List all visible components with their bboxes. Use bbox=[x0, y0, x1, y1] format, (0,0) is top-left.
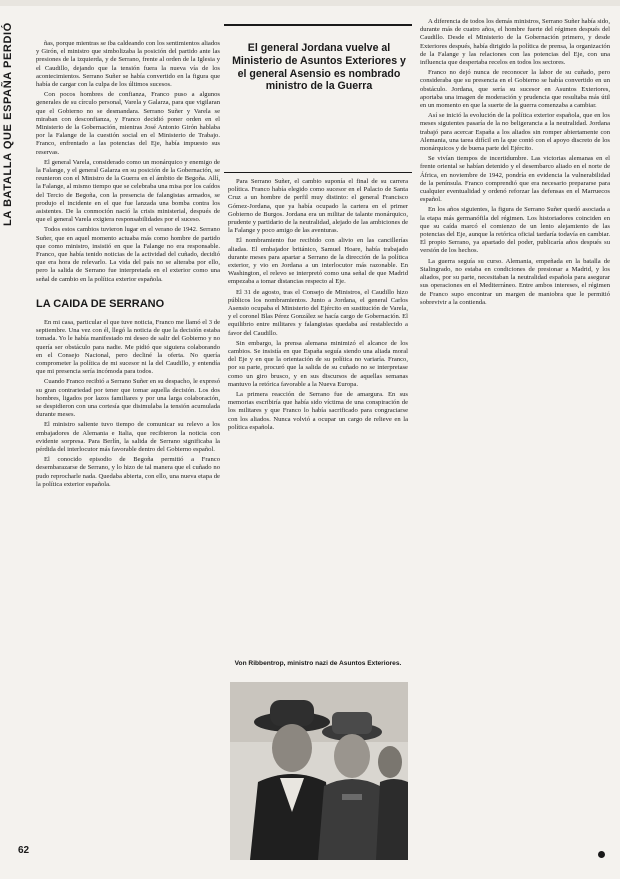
paragraph: El nombramiento fue recibido con alivio en las cancillerías aliadas. El embajador británico, Samuel Hoare, había trabajado durante meses para apartar a Serrano de la dirección de la política exterior, y vio en Jordana a un interlocutor más razonable. En Washington, el relevo se interpretó como una señal de que Madrid empezaba a tomar distancias respecto al Eje. bbox=[228, 237, 408, 286]
paragraph: En mi casa, particular el que tuve noticia, Franco me llamó el 3 de septiembre. Una vez con él, llegó la noticia de que la decisión estaba tomada. Yo le había manifestado mi deseo de salir del Gobierno y no quería ser obstáculo para nadie. Me pidió que siguiera colaborando en el Consejo Nacional, pero decliné la oferta. No quería comprometer la política de mi sucesor ni la del Caudillo, y entendía que mi presencia sería incómoda para todos. bbox=[36, 318, 220, 376]
column-1-body-continued bbox=[36, 319, 220, 489]
paragraph: Con pocos hombres de confianza, Franco puso a algunos generales de su círculo personal, Varela y Galarza, para que vigilaran que el Gobierno no se desmandara. Serrano Suñer y Varela se miraban con desconfianza, y Franco decidió poner orden en el Ministerio de la Gobernación, mientras José Antonio Girón hablaba por la Falange de la cuestión social en el Ministerio de Trabajo. Franco, enfrentado a las potencias del Eje, había impuesto sus reservas. bbox=[36, 91, 220, 156]
paragraph: Franco no dejó nunca de reconocer la labor de su cuñado, pero consideraba que su presencia en el Gobierno se había convertido en un obstáculo. Jordana, que sería su sucesor en Asuntos Exteriores, aportaba una imagen de moderación y prudencia que resultaba más útil en un momento en que la suerte de la guerra comenzaba a cambiar. bbox=[420, 69, 610, 110]
section-subhead: LA CAIDA DE SERRANO bbox=[36, 297, 165, 310]
paragraph: Se vivían tiempos de incertidumbre. Las victorias alemanas en el frente oriental se habían detenido y el desembarco aliado en el norte de África, en noviembre de 1942, pondría en evidencia la vulnerabilidad de la península. Franco comprendió que era necesario prepararse para cualquier eventualidad y ordenó reforzar las defensas en el Marruecos español. bbox=[420, 155, 610, 204]
headline: El general Jordana vuelve al Ministerio de Asuntos Exteriores y el general Asensio es nombrado ministro de la Guerra bbox=[232, 42, 406, 93]
paragraph: La guerra seguía su curso. Alemania, empeñada en la batalla de Stalingrado, no estaba en condiciones de presionar a Madrid, y los aliados, por su parte, necesitaban la neutralidad española para asegurar sus operaciones en el Mediterráneo. Entre ambos intereses, el régimen de Franco supo encontrar un margen de maniobra que le permitió sobrevivir a la contienda. bbox=[420, 257, 610, 306]
scan-top-edge bbox=[0, 0, 620, 6]
article-column-2 bbox=[228, 178, 408, 658]
paragraph: El 31 de agosto, tras el Consejo de Ministros, el Caudillo hizo públicos los nombramientos. Junto a Jordana, el general Carlos Asensio ocupaba el Ministerio del Ejército en sustitución de Varela, y el coronel Blas Pérez González se hacía cargo de Gobernación. El equilibrio entre militares y falangistas quedaba así restablecido a favor del Caudillo. bbox=[228, 288, 408, 337]
paragraph: El ministro saliente tuvo tiempo de comunicar su relevo a los embajadores de Alemania e Italia, que recibieron la noticia con evidente sorpresa. Para Berlín, la salida de Serrano significaba la pérdida del interlocutor más favorable dentro del Gobierno español. bbox=[36, 421, 220, 453]
headline-top-rule bbox=[224, 24, 412, 26]
paragraph: El general Varela, considerado como un monárquico y enemigo de la Falange, y el general Galarza en su posición de la Gobernación, se reunieron con el Ministro de la Guerra en el ámbito de Begoña. Allí, la Falange, al mismo tiempo que se celebraba una misa por los caídos del Tercio de Begoña, con la presencia de falangistas armados, se produjo el incidente en el que fue lanzada una bomba contra los asistentes. De la conmoción nació la crisis ministerial, después de que el general Varela exigiera responsabilidades por el suceso. bbox=[36, 158, 220, 224]
paragraph: El conocido episodio de Begoña permitió a Franco desembarazarse de Serrano, y lo hizo de tal manera que el cuñado no pudo reprocharle nada. Quedaba abierta, con ello, una nueva etapa de la política exterior española. bbox=[36, 456, 220, 488]
paragraph: ñas, porque mientras se iba caldeando con los sentimientos aliados y Girón, el ministro que simbolizaba la posición del partido ante las presiones de la izquierda, y de Serrano, frente al orden de la Iglesia y el Caudillo, dejando que la tensión fuera la nueva vía de los acontecimientos. Serrano Suñer se había convertido en la figura que había de cargar con la culpa de los últimos sucesos. bbox=[36, 40, 220, 89]
headline-bottom-rule bbox=[224, 172, 412, 173]
paragraph: Para Serrano Suñer, el cambio suponía el final de su carrera política. Franco había elegido como sucesor en el Palacio de Santa Cruz a un hombre de perfil muy distinto: el general Francisco Gómez-Jordana, que ya había ocupado la cartera en el primer Gobierno de Burgos. Jordana era un militar de talante monárquico, prudente y partidario de la neutralidad, alejado de las ambiciones de la Falange y poco amigo de las aventuras. bbox=[228, 178, 408, 235]
column-1-body bbox=[36, 40, 220, 284]
paragraph: A diferencia de todos los demás ministros, Serrano Suñer había sido, durante más de cuatro años, el hombre fuerte del régimen después del Caudillo. Desde el Ministerio de la Gobernación primero, y desde Exteriores después, había dirigido la política de prensa, la organización de la Falange y las relaciones con las potencias del Eje, con una influencia que despertaba recelos en todos los sectores. bbox=[420, 18, 610, 67]
paragraph: La primera reacción de Serrano fue de amargura. En sus memorias escribiría que había sido víctima de una conspiración de los militares y que Franco lo había sacrificado para congraciarse con los aliados. Nunca volvió a ocupar un cargo de relieve en la política española. bbox=[228, 391, 408, 431]
paragraph: Cuando Franco recibió a Serrano Suñer en su despacho, le expresó su gran contrariedad por tener que tomar aquella decisión. Los dos hombres, ligados por lazos familiares y por una larga colaboración, se despidieron con una cortesía que disimulaba la tensión acumulada durante meses. bbox=[36, 378, 220, 419]
paragraph: Sin embargo, la prensa alemana minimizó el alcance de los cambios. Se insistía en que España seguía siendo una aliada moral del Eje y en que la orientación de su política no variaría. Franco, por su parte, procuró que la salida de su cuñado no se interpretase como un giro brusco, y en sus discursos de aquellas semanas mantuvo la retórica favorable a la Nueva Europa. bbox=[228, 339, 408, 388]
photo-caption: Von Ribbentrop, ministro nazi de Asuntos Exteriores. bbox=[234, 660, 402, 667]
end-of-article-mark bbox=[598, 851, 605, 858]
photo-ribbentrop bbox=[230, 682, 408, 860]
article-column-1 bbox=[36, 40, 220, 840]
paragraph: Todos estos cambios tuvieron lugar en el verano de 1942. Serrano Suñer, que en aquel momento actuaba más como hombre de partido que como ministro, insistió en que la Falange no era responsable. Franco, que había tenido noticias de la actividad del cuñado, decidió que era hora de relevarlo. La vida del país no se alteraba por ello, pero la salida de Serrano fue interpretada en el exterior como una señal de cambio en la política exterior española. bbox=[36, 226, 220, 283]
section-title-vertical: LA BATALLA QUE ESPAÑA PERDIÓ bbox=[2, 22, 14, 226]
article-column-3 bbox=[420, 18, 610, 863]
paragraph: En los años siguientes, la figura de Serrano Suñer quedó asociada a la etapa más germanófila del régimen. Los historiadores coinciden en que su caída marcó el comienzo de un lento alejamiento de las potencias del Eje, aunque la retórica oficial tardaría todavía en cambiar. El propio Serrano, ya apartado del poder, publicaría años después su versión de los hechos. bbox=[420, 206, 610, 255]
page-number: 62 bbox=[18, 845, 30, 856]
paragraph: Así se inició la evolución de la política exterior española, que en los meses siguientes pasaría de la no beligerancia a la neutralidad. Jordana trabajó para acercar España a los aliados sin romper abiertamente con Alemania, una tarea difícil en la que contó con el apoyo discreto de los monárquicos y de buena parte del Ejército. bbox=[420, 112, 610, 153]
